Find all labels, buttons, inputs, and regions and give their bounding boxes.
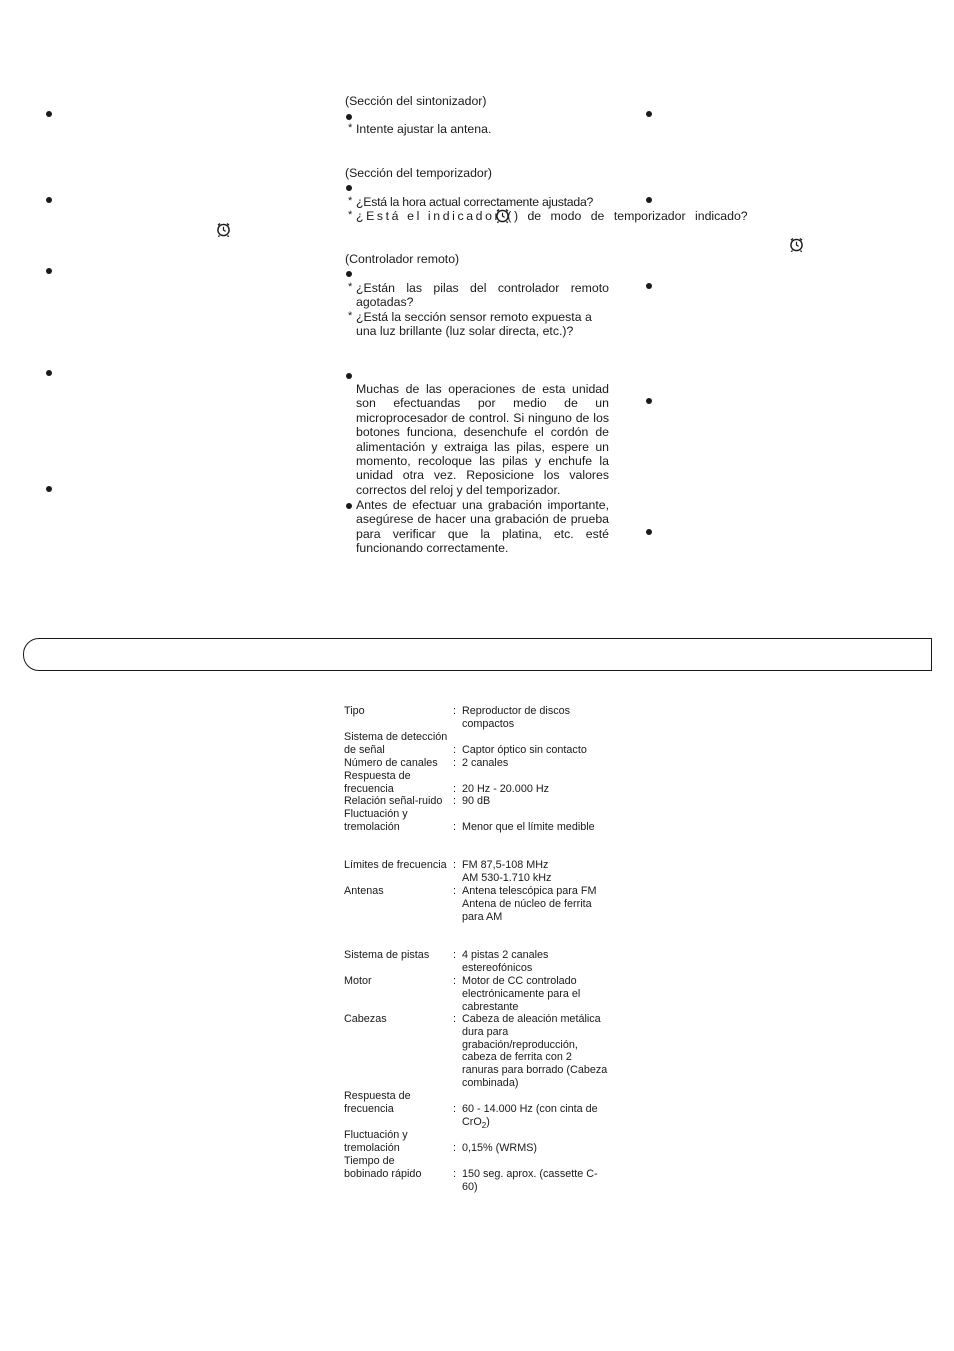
spec-value: 0,15% (WRMS) — [462, 1142, 537, 1154]
timer-check-2-part-a: ¿Está el indicador ( — [356, 209, 514, 223]
spec-colon: : — [453, 949, 456, 961]
spec-value: Antena telescópica para FM Antena de núcleo de ferrita para AM — [462, 885, 597, 923]
spec-value-tail: ) — [486, 1115, 490, 1128]
timer-clock-icon — [216, 222, 231, 237]
spec-value: 90 dB — [462, 795, 491, 807]
spec-value: Motor de CC controlado electrónicamente para el cabrestante — [462, 975, 581, 1013]
spec-value-subscript: 2 — [481, 1120, 487, 1130]
spec-label: Sistema de pistas — [344, 949, 430, 961]
bullet-icon — [46, 268, 52, 274]
tuner-section-heading: (Sección del sintonizador) — [345, 94, 487, 108]
spec-colon: : — [453, 1103, 456, 1115]
spec-label: Límites de frecuencia — [344, 859, 447, 871]
spec-value: Reproductor de discos compactos — [462, 705, 571, 730]
spec-value: Cabeza de aleación metálica dura para grabación/reproducción, cabeza de ferrita con 2 ranuras para borrado (Cabeza combinada) — [462, 1013, 608, 1089]
remote-check-1: ¿Están las pilas del controlador remoto agotadas? — [356, 281, 609, 310]
bullet-icon — [646, 398, 652, 404]
spec-label: Respuesta de frecuencia — [344, 1090, 411, 1115]
spec-colon: : — [453, 1168, 456, 1180]
spec-colon: : — [453, 885, 456, 897]
spec-label: Cabezas — [344, 1013, 387, 1025]
asterisk-mark: * — [348, 209, 353, 221]
bullet-icon — [346, 373, 352, 379]
spec-label: Tipo — [344, 705, 365, 717]
tuner-check-1: Intente ajustar la antena. — [356, 122, 492, 136]
spec-colon: : — [453, 705, 456, 717]
bullet-icon — [46, 370, 52, 376]
spec-colon: : — [453, 859, 456, 871]
spec-colon: : — [453, 821, 456, 833]
remote-check-2: ¿Está la sección sensor remoto expuesta a una luz brillante (luz solar directa, etc.)? — [356, 310, 592, 339]
timer-check-1: ¿Está la hora actual correctamente ajustada? — [356, 195, 594, 209]
spec-label: Fluctuación y tremolación — [344, 1129, 408, 1154]
spec-label: Fluctuación y tremolación — [344, 808, 408, 833]
bullet-icon — [346, 185, 352, 191]
timer-check-2-part-b: ) de modo de temporizador indicado? — [513, 209, 748, 223]
spec-label: Antenas — [344, 885, 384, 897]
spec-label: Respuesta de frecuencia — [344, 770, 411, 795]
spec-colon: : — [453, 975, 456, 987]
specifications-banner — [23, 638, 932, 671]
bullet-icon — [346, 503, 352, 509]
bullet-icon — [346, 114, 352, 120]
spec-label: Tiempo de bobinado rápido — [344, 1155, 422, 1180]
spec-value: Captor óptico sin contacto — [462, 744, 587, 756]
asterisk-mark: * — [348, 195, 353, 207]
spec-colon: : — [453, 744, 456, 756]
bullet-icon — [46, 197, 52, 203]
spec-colon: : — [453, 795, 456, 807]
timer-clock-icon — [495, 208, 510, 223]
bullet-icon — [46, 486, 52, 492]
spec-value: 4 pistas 2 canales estereofónicos — [462, 949, 549, 974]
timer-section-heading: (Sección del temporizador) — [345, 166, 492, 180]
spec-label: Relación señal-ruido — [344, 795, 443, 807]
spec-value: 150 seg. aprox. (cassette C-60) — [462, 1168, 598, 1193]
timer-check-2 — [356, 209, 748, 223]
bullet-icon — [646, 197, 652, 203]
spec-label: Motor — [344, 975, 372, 987]
spec-value: Menor que el límite medible — [462, 821, 595, 833]
microprocessor-note: Muchas de las operaciones de esta unidad son efectuandas por medio de un microprocesador de control. Si ninguno de los botones funciona, desenchufe el cordón de alimentación y extraiga las pilas, espere un momento, recoloque las pilas y enchufe la unidad otra vez. Reposicione los valores correctos del reloj y del temporizador. — [356, 382, 609, 497]
bullet-icon — [646, 283, 652, 289]
bullet-icon — [46, 111, 52, 117]
bullet-icon — [646, 529, 652, 535]
spec-colon: : — [453, 1142, 456, 1154]
bullet-icon — [346, 271, 352, 277]
spec-value: 2 canales — [462, 757, 509, 769]
bullet-icon — [646, 111, 652, 117]
spec-colon: : — [453, 757, 456, 769]
timer-clock-icon — [789, 237, 804, 252]
spec-label: Sistema de detección de señal — [344, 731, 448, 756]
spec-colon: : — [453, 783, 456, 795]
asterisk-mark: * — [348, 310, 353, 322]
test-recording-note: Antes de efectuar una grabación importante, asegúrese de hacer una grabación de prueba para verificar que la platina, etc. esté funcionando correctamente. — [356, 498, 609, 556]
asterisk-mark: * — [348, 281, 353, 293]
asterisk-mark: * — [348, 122, 353, 134]
spec-colon: : — [453, 1013, 456, 1025]
spec-label: Número de canales — [344, 757, 438, 769]
spec-value: 20 Hz - 20.000 Hz — [462, 783, 550, 795]
remote-section-heading: (Controlador remoto) — [345, 252, 460, 266]
spec-value: 60 - 14.000 Hz (con cinta de CrO$_2$) — [462, 1103, 598, 1130]
spec-value: FM 87,5-108 MHz AM 530-1.710 kHz — [462, 859, 552, 884]
